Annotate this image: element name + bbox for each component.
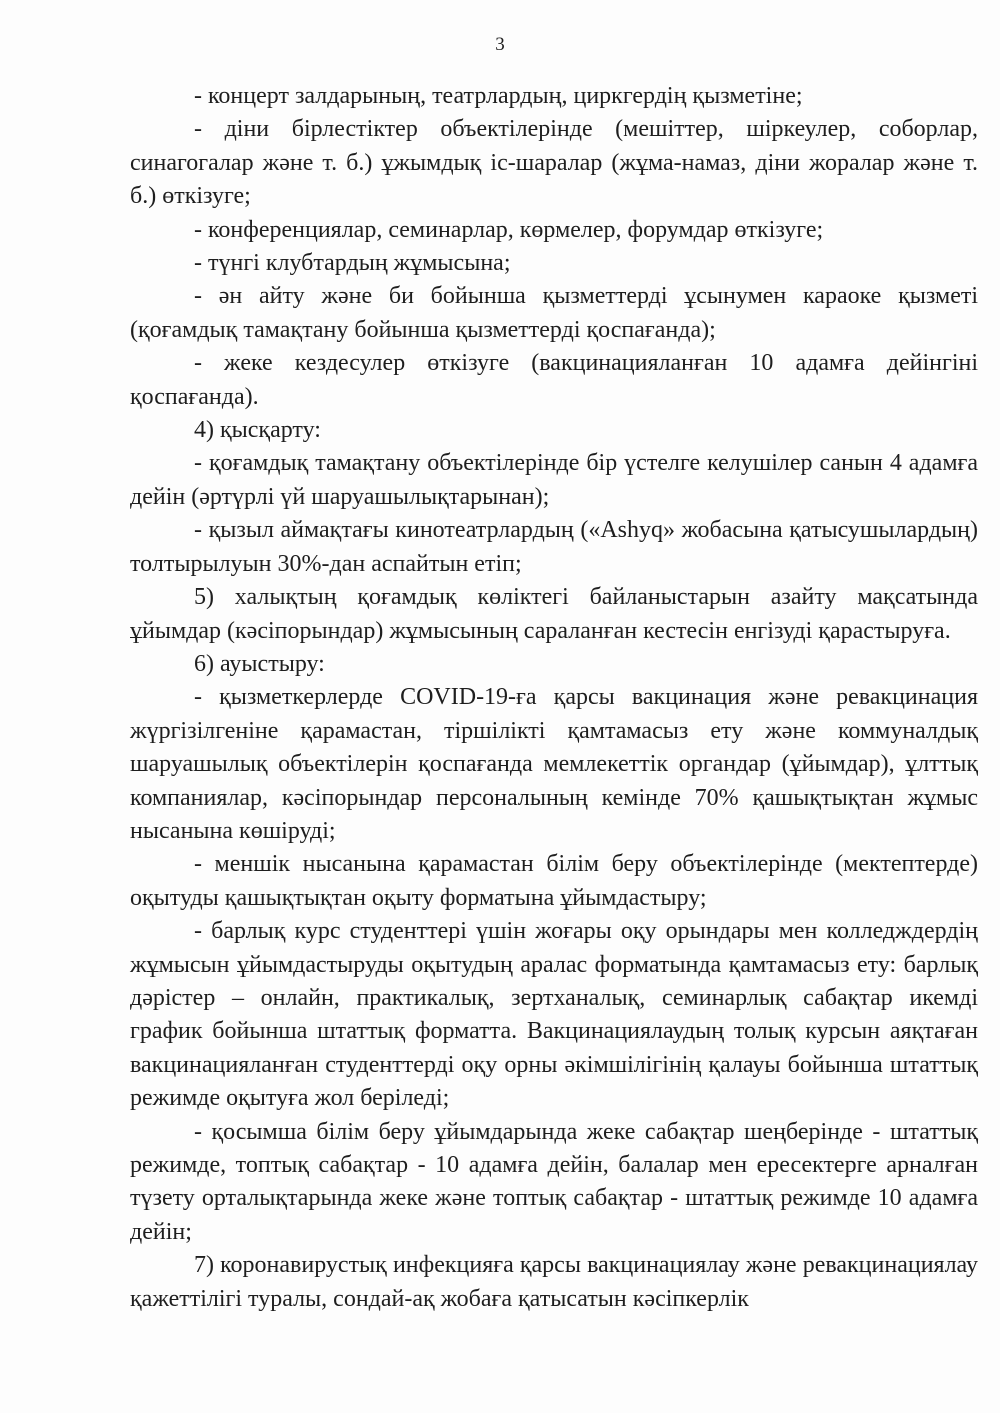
paragraph-conferences: - конференциялар, семинарлар, көрмелер, форумдар өткізуге; [194, 216, 824, 243]
paragraph-concert-halls: - концерт залдарының, театрлардың, циркгердің қызметіне; [194, 83, 803, 109]
paragraph-private-meetings: - жеке кездесулер өткізуге (вакцинацияланған 10 адамға дейінгіні қоспағанда). [130, 350, 978, 410]
page-number: 3 [495, 34, 505, 55]
document-body [130, 80, 978, 1316]
paragraph-night-clubs: - түнгі клубтардың жұмысына; [194, 250, 511, 277]
paragraph-public-transport: 5) халықтың қоғамдық көліктегі байланыстарын азайту мақсатында ұйымдар (кәсіпорындар) жұмысының сараланған кестесін енгізуді қарастыруға. [130, 584, 978, 644]
paragraph-karaoke: - ән айту және би бойынша қызметтерді ұсынумен караоке қызметі (қоғамдық тамақтану бойынша қызметтерді қоспағанда); [130, 283, 978, 343]
paragraph-school-remote: - меншік нысанына қарамастан білім беру объектілерінде (мектептерде) оқытуды қашықтықтан оқыту форматына ұйымдастыру; [130, 851, 978, 911]
paragraph-universities: - барлық курс студенттері үшін жоғары оқу орындары мен колледждердің жұмысын ұйымдастыруды оқытудың аралас форматында қамтамасыз ету: барлық дәрістер – онлайн, практикалық, зертханалық, семинарлық сабақтар икемді график бойынша штаттық форматта. Вакцинациялаудың толық курсын аяқтаған вакцинацияланған студенттерді оқу орны әкімшілігінің қалауы бойынша штаттық режимде оқытуға жол беріледі; [130, 918, 978, 1112]
paragraph-vaccination: 7) коронавирустық инфекцияға қарсы вакцинациялау және ревакцинациялау қажеттілігі туралы, сондай-ақ жобаға қатысатын кәсіпкерлік [130, 1252, 978, 1312]
section-heading-transfer: 6) ауыстыру: [194, 650, 325, 677]
paragraph-cinemas: - қызыл аймақтағы кинотеатрлардың («Ashyq» жобасына қатысушылардың) толтырылуын 30%-дан аспайтын етіп; [130, 517, 978, 577]
paragraph-religious-events: - діни бірлестіктер объектілерінде (мешіттер, шіркеулер, соборлар, синагогалар және т. б.) ұжымдық іс-шаралар (жұма-намаз, діни жоралар және т. б.) өткізуге; [130, 116, 978, 210]
paragraph-remote-work: - қызметкерлерде COVID-19-ға қарсы вакцинация және ревакцинация жүргізілгеніне қарамастан, тіршілікті қамтамасыз ету және коммуналдық шаруашылық объектілерін қоспағанда мемлекеттік органдар (ұйымдар), ұлттық компаниялар, кәсіпорындар персоналының кемінде 70% қашықтықтан жұмыс нысанына көшіруді; [130, 684, 978, 844]
paragraph-catering-tables: - қоғамдық тамақтану объектілерінде бір үстелге келушілер санын 4 адамға дейін (әртүрлі үй шаруашылықтарынан); [130, 450, 978, 510]
section-heading-reduce: 4) қысқарту: [194, 417, 321, 444]
paragraph-additional-education: - қосымша білім беру ұйымдарында жеке сабақтар шеңберінде - штаттық режимде, топтық сабақтар - 10 адамға дейін, балалар мен ересектерге арналған түзету орталықтарында жеке және топтық сабақтар - штаттық режимде 10 адамға дейін; [130, 1118, 978, 1245]
